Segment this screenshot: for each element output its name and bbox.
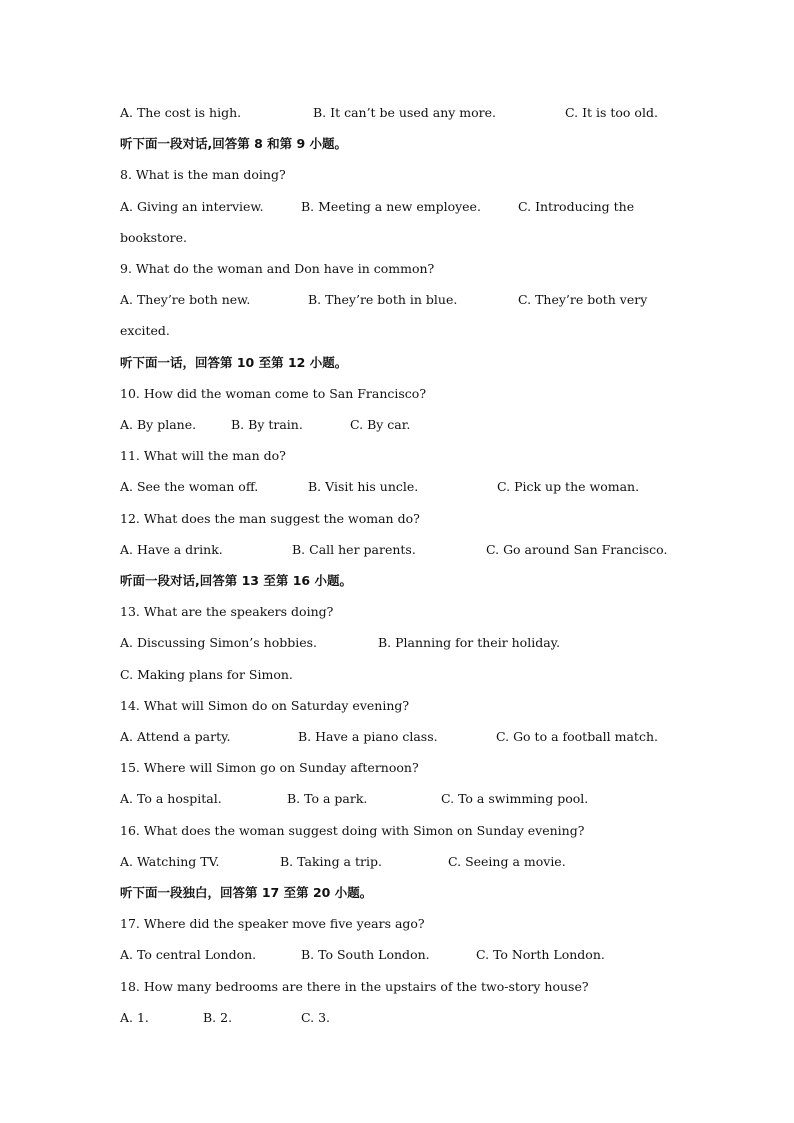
question-text: C. Making plans for Simon. (120, 666, 293, 682)
answer-option: C. Introducing the (518, 198, 635, 214)
answer-options-row (120, 789, 676, 809)
answer-option: A. The cost is high. (120, 105, 242, 120)
answer-option: C. To North London. (476, 947, 605, 963)
answer-options-row (120, 852, 676, 872)
question-text: 17. Where did the speaker move five years ago? (120, 916, 425, 932)
answer-option: C. It is too old. (565, 105, 658, 120)
answer-option: C. Go to a football match. (496, 729, 658, 744)
answer-option: B. 2. (203, 1009, 233, 1025)
answer-options-row (120, 103, 676, 123)
question-text: 9. What do the woman and Don have in common? (120, 261, 435, 276)
answer-options-row (120, 197, 676, 217)
question-text: 18. How many bedrooms are there in the upstairs of the two-story house? (120, 978, 589, 994)
section-heading: 听下面一话，回答第 10 至第 12 小题。 (120, 354, 348, 370)
answer-option: B. To South London. (301, 947, 430, 963)
answer-option: B. To a park. (287, 791, 368, 807)
answer-option: B. Planning for their holiday. (378, 635, 561, 651)
answer-option: A. Watching TV. (120, 853, 220, 869)
section-heading: 听下面一段对话,回答第 8 和第 9 小题。 (120, 136, 348, 152)
question-text: 13. What are the speakers doing? (120, 604, 334, 620)
answer-option: A. See the woman off. (120, 479, 259, 495)
answer-option: A. 1. (120, 1009, 149, 1025)
answer-option: A. They’re both new. (120, 292, 251, 308)
answer-options-row (120, 290, 676, 310)
answer-option: B. It can’t be used any more. (313, 105, 497, 120)
answer-option: B. Meeting a new employee. (301, 198, 481, 214)
answer-options-row (120, 945, 676, 965)
question-text: excited. (120, 323, 170, 339)
answer-option: B. Have a piano class. (298, 729, 438, 744)
question-text: 15. Where will Simon go on Sunday afternoon? (120, 760, 419, 776)
answer-options-row (120, 727, 676, 747)
answer-option: B. Taking a trip. (280, 853, 382, 869)
section-heading: 听面一段对话,回答第 13 至第 16 小题。 (120, 573, 352, 588)
answer-options-row (120, 1008, 676, 1028)
answer-option: C. Pick up the woman. (497, 479, 640, 495)
answer-options-row (120, 477, 676, 497)
answer-option: A. To a hospital. (120, 791, 222, 807)
question-text: 10. How did the woman come to San Francisco? (120, 385, 427, 401)
answer-option: A. Have a drink. (120, 541, 223, 557)
answer-option: B. They’re both in blue. (308, 292, 458, 308)
question-text: bookstore. (120, 229, 187, 245)
answer-option: C. By car. (350, 417, 411, 432)
answer-option: A. Discussing Simon’s hobbies. (120, 635, 318, 651)
answer-option: A. To central London. (120, 947, 257, 963)
answer-option: B. Call her parents. (292, 541, 416, 557)
answer-options-row (120, 415, 676, 435)
answer-option: C. To a swimming pool. (441, 791, 589, 807)
section-heading: 听下面一段独白，回答第 17 至第 20 小题。 (120, 885, 373, 900)
question-text: 11. What will the man do? (120, 448, 286, 464)
answer-option: B. By train. (231, 417, 303, 432)
answer-option: C. Seeing a movie. (448, 853, 566, 869)
question-text: 14. What will Simon do on Saturday evening? (120, 697, 410, 713)
question-text: 16. What does the woman suggest doing with Simon on Sunday evening? (120, 822, 585, 838)
answer-option: C. They’re both very (518, 292, 648, 308)
answer-option: A. Attend a party. (120, 729, 231, 744)
answer-option: C. 3. (301, 1009, 330, 1025)
answer-option: A. Giving an interview. (120, 198, 264, 214)
answer-options-row (120, 540, 676, 560)
question-text: 8. What is the man doing? (120, 167, 286, 183)
question-text: 12. What does the man suggest the woman do? (120, 510, 420, 526)
answer-option: A. By plane. (120, 417, 197, 432)
answer-option: B. Visit his uncle. (308, 479, 419, 495)
answer-options-row (120, 633, 676, 653)
answer-option: C. Go around San Francisco. (486, 541, 668, 557)
